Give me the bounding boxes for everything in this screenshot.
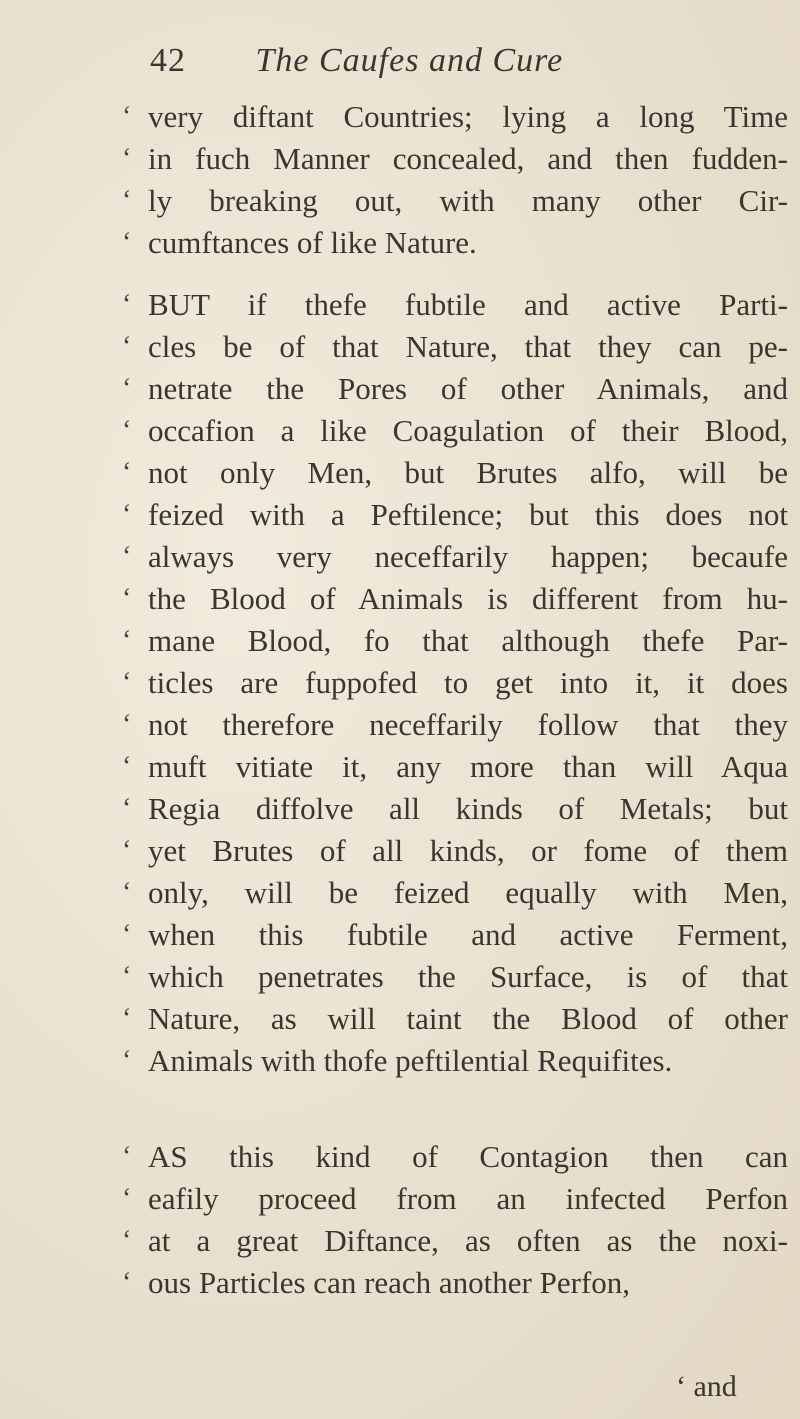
line-text: netrate the Pores of other Animals, and xyxy=(148,371,788,406)
line-text: which penetrates the Surface, is of that xyxy=(148,959,788,994)
quote-mark: ‘ xyxy=(122,919,132,950)
paragraph-1 xyxy=(122,96,788,264)
text-line xyxy=(122,410,788,452)
quote-mark: ‘ xyxy=(122,1045,132,1076)
line-text: only, will be feized equally with Men, xyxy=(148,875,788,910)
quote-mark: ‘ xyxy=(122,415,132,446)
text-line xyxy=(122,368,788,410)
line-text: not only Men, but Brutes alfo, will be xyxy=(148,455,788,490)
line-text: BUT if thefe fubtile and active Parti- xyxy=(148,287,788,322)
paragraph-2 xyxy=(122,284,788,1082)
quote-mark: ‘ xyxy=(122,541,132,572)
quote-mark: ‘ xyxy=(122,1267,132,1298)
text-line xyxy=(122,1178,788,1220)
line-text: Nature, as will taint the Blood of other xyxy=(148,1001,788,1036)
quote-mark: ‘ xyxy=(122,1225,132,1256)
text-line xyxy=(122,620,788,662)
line-text: ous Particles can reach another Perfon, xyxy=(148,1265,631,1300)
quote-mark: ‘ xyxy=(122,793,132,824)
line-text: mane Blood, fo that although thefe Par- xyxy=(148,623,788,658)
text-line xyxy=(122,96,788,138)
line-text: cles be of that Nature, that they can pe- xyxy=(148,329,788,364)
text-line xyxy=(122,326,788,368)
quote-mark: ‘ xyxy=(122,331,132,362)
text-line xyxy=(122,662,788,704)
text-line xyxy=(122,704,788,746)
text-line xyxy=(122,998,788,1040)
text-line xyxy=(122,180,788,222)
text-line xyxy=(122,536,788,578)
quote-mark: ‘ xyxy=(122,835,132,866)
line-text: ly breaking out, with many other Cir- xyxy=(148,183,788,218)
quote-mark: ‘ xyxy=(122,625,132,656)
line-text: the Blood of Animals is different from hu- xyxy=(148,581,788,616)
paragraph-3 xyxy=(122,1136,788,1304)
line-text: ticles are fuppofed to get into it, it does xyxy=(148,665,788,700)
quote-mark: ‘ xyxy=(122,709,132,740)
line-text: always very neceffarily happen; becaufe xyxy=(148,539,788,574)
line-text: feized with a Peftilence; but this does not xyxy=(148,497,788,532)
page-number: 42 xyxy=(150,42,186,79)
text-line xyxy=(122,830,788,872)
line-text: when this fubtile and active Ferment, xyxy=(148,917,788,952)
text-line xyxy=(122,1136,788,1178)
line-text: Animals with thofe peftilential Requifites. xyxy=(148,1043,673,1078)
line-text: not therefore neceffarily follow that they xyxy=(148,707,788,742)
line-text: muft vitiate it, any more than will Aqua xyxy=(148,749,788,784)
line-text: in fuch Manner concealed, and then fudden- xyxy=(148,141,788,176)
quote-mark: ‘ xyxy=(122,751,132,782)
quote-mark: ‘ xyxy=(122,877,132,908)
text-line xyxy=(122,452,788,494)
line-text: occafion a like Coagulation of their Blood, xyxy=(148,413,788,448)
text-line xyxy=(122,746,788,788)
quote-mark: ‘ xyxy=(122,101,132,132)
line-text: Regia diffolve all kinds of Metals; but xyxy=(148,791,788,826)
text-line xyxy=(122,914,788,956)
text-line xyxy=(122,788,788,830)
text-line xyxy=(122,1040,788,1082)
quote-mark: ‘ xyxy=(122,1141,132,1172)
quote-mark: ‘ xyxy=(122,1183,132,1214)
quote-mark: ‘ xyxy=(122,373,132,404)
line-text: very diftant Countries; lying a long Time xyxy=(148,99,788,134)
line-text: AS this kind of Contagion then can xyxy=(148,1139,788,1174)
text-line xyxy=(122,1220,788,1262)
quote-mark: ‘ xyxy=(122,667,132,698)
quote-mark: ‘ xyxy=(122,583,132,614)
quote-mark: ‘ xyxy=(122,143,132,174)
quote-mark: ‘ xyxy=(122,227,132,258)
text-line xyxy=(122,284,788,326)
quote-mark: ‘ xyxy=(122,457,132,488)
line-text: at a great Diftance, as often as the noxi- xyxy=(148,1223,788,1258)
quote-mark: ‘ xyxy=(122,185,132,216)
line-text: eafily proceed from an infected Perfon xyxy=(148,1181,788,1216)
page-header xyxy=(150,42,563,80)
text-line xyxy=(122,494,788,536)
quote-mark: ‘ xyxy=(122,1003,132,1034)
text-line xyxy=(122,222,788,264)
text-line xyxy=(122,872,788,914)
quote-mark: ‘ xyxy=(122,499,132,530)
text-line xyxy=(122,956,788,998)
text-line xyxy=(122,578,788,620)
line-text: yet Brutes of all kinds, or fome of them xyxy=(148,833,788,868)
quote-mark: ‘ xyxy=(122,961,132,992)
text-line xyxy=(122,138,788,180)
catchword: ‘ and xyxy=(676,1370,737,1403)
line-text: cumftances of like Nature. xyxy=(148,225,477,260)
quote-mark: ‘ xyxy=(122,289,132,320)
text-line xyxy=(122,1262,788,1304)
running-title: The Caufes and Cure xyxy=(255,42,564,79)
